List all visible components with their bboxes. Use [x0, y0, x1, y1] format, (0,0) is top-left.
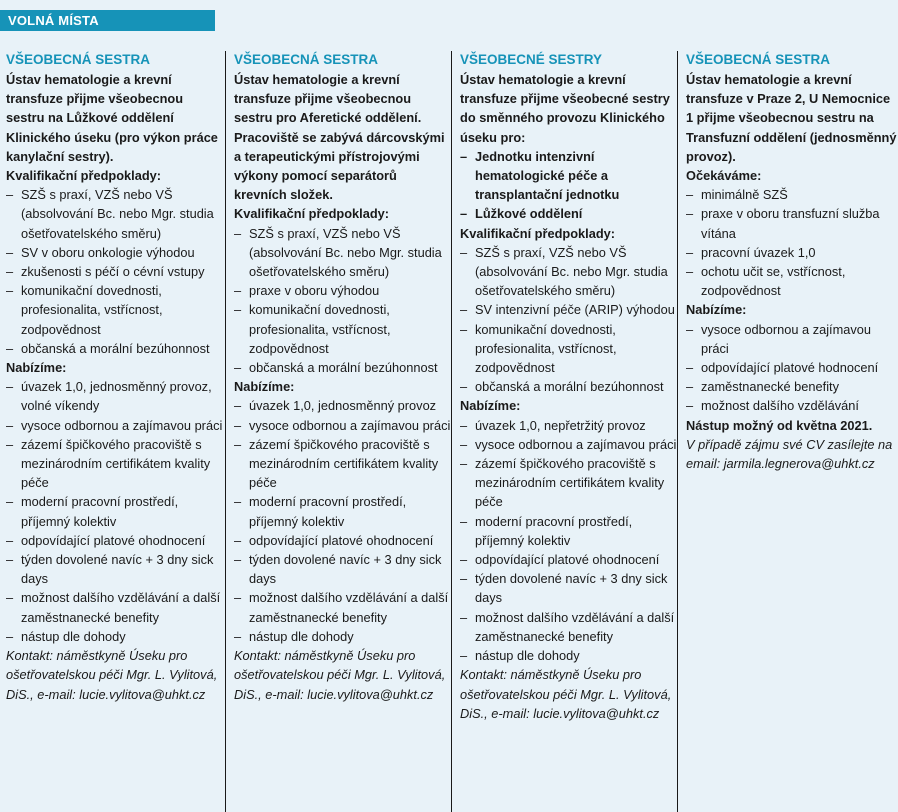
- list-item: – SZŠ s praxí, VZŠ nebo VŠ (absolvování Bc. nebo Mgr. studia ošetřovatelského směru): [460, 243, 677, 301]
- list-item: – občanská a morální bezúhonnost: [460, 377, 677, 396]
- list-item: – vysoce odbornou a zajímavou práci: [6, 416, 225, 435]
- list-item: – zázemí špičkového pracoviště s mezinárodním certifikátem kvality péče: [234, 435, 451, 493]
- list-item: – možnost dalšího vzdělávání a další zaměstnanecké benefity: [234, 588, 451, 626]
- list-item: – Jednotku intenzivní hematologické péče a transplantační jednotku: [460, 147, 677, 205]
- list-item: – odpovídající platové hodnocení: [686, 358, 898, 377]
- bold-text: Ústav hematologie a krevní transfuze přijme všeobecné sestry do směnného provozu Klinického úseku pro:: [460, 72, 670, 145]
- bold-text: Ústav hematologie a krevní transfuze přijme všeobecnou sestru pro Aferetické oddělení. Pracoviště se zabývá dárcovskými a terapeutickými přístrojovými výkony pomocí separátorů krevních složek.: [234, 72, 445, 203]
- bold-text: Kvalifikační předpoklady:: [460, 225, 616, 241]
- contact-text: Kontakt: náměstkyně Úseku pro ošetřovatelskou péči Mgr. L. Vylitová, DiS., e-mail: lucie.vylitova@uhkt.cz: [460, 667, 672, 721]
- list-item: – nástup dle dohody: [6, 627, 225, 646]
- list-item: – nástup dle dohody: [234, 627, 451, 646]
- job-title: VŠEOBECNÁ SESTRA: [234, 52, 379, 67]
- list-item: – ochotu učit se, vstřícnost, zodpovědnost: [686, 262, 898, 300]
- list-item: – vysoce odbornou a zajímavou práci: [460, 435, 677, 454]
- list-item: – zázemí špičkového pracoviště s mezinárodním certifikátem kvality péče: [6, 435, 225, 493]
- list-item: – úvazek 1,0, nepřetržitý provoz: [460, 416, 677, 435]
- list-item: – možnost dalšího vzdělávání a další zaměstnanecké benefity: [6, 588, 225, 626]
- list-item: – SV intenzivní péče (ARIP) výhodou: [460, 300, 677, 319]
- list-item: – SZŠ s praxí, VZŠ nebo VŠ (absolvování Bc. nebo Mgr. studia ošetřovatelského směru): [234, 224, 451, 282]
- list-item: – pracovní úvazek 1,0: [686, 243, 898, 262]
- list-item: – praxe v oboru transfuzní služba vítána: [686, 204, 898, 242]
- list-item: – týden dovolené navíc + 3 dny sick days: [234, 550, 451, 588]
- list-item: – SV v oboru onkologie výhodou: [6, 243, 225, 262]
- job-column-1: [0, 51, 225, 812]
- contact-text: V případě zájmu své CV zasílejte na email: jarmila.legnerova@uhkt.cz: [686, 436, 893, 472]
- list-item: – moderní pracovní prostředí, příjemný kolektiv: [6, 492, 225, 530]
- list-item: – úvazek 1,0, jednosměnný provoz: [234, 396, 451, 415]
- list-item: – moderní pracovní prostředí, příjemný kolektiv: [234, 492, 451, 530]
- list-item: – komunikační dovednosti, profesionalita, vstřícnost, zodpovědnost: [6, 281, 225, 339]
- contact-text: Kontakt: náměstkyně Úseku pro ošetřovatelskou péči Mgr. L. Vylitová, DiS., e-mail: lucie.vylitova@uhkt.cz: [234, 648, 446, 702]
- list-item: – komunikační dovednosti, profesionalita, vstřícnost, zodpovědnost: [460, 320, 677, 378]
- job-column-2: [225, 51, 451, 812]
- list-item: – odpovídající platové ohodnocení: [6, 531, 225, 550]
- bold-text: Nabízíme:: [234, 379, 295, 395]
- list-item: – praxe v oboru výhodou: [234, 281, 451, 300]
- job-title: VŠEOBECNÁ SESTRA: [6, 52, 151, 67]
- bold-text: Nástup možný od května 2021.: [686, 417, 873, 433]
- list-item: – vysoce odbornou a zajímavou práci: [234, 416, 451, 435]
- bold-text: Nabízíme:: [460, 398, 521, 414]
- list-item: – komunikační dovednosti, profesionalita, vstřícnost, zodpovědnost: [234, 300, 451, 358]
- list-item: – zkušenosti s péčí o cévní vstupy: [6, 262, 225, 281]
- list-item: – nástup dle dohody: [460, 646, 677, 665]
- list-item: – úvazek 1,0, jednosměnný provoz, volné víkendy: [6, 377, 225, 415]
- contact-text: Kontakt: náměstkyně Úseku pro ošetřovatelskou péči Mgr. L. Vylitová, DiS., e-mail: lucie.vylitova@uhkt.cz: [6, 648, 218, 702]
- bold-text: Kvalifikační předpoklady:: [6, 168, 162, 184]
- list-item: – týden dovolené navíc + 3 dny sick days: [460, 569, 677, 607]
- bold-text: Ústav hematologie a krevní transfuze přijme všeobecnou sestru na Lůžkové oddělení Klinického úseku (pro výkon práce kanylační sestry).: [6, 72, 218, 164]
- list-item: – vysoce odbornou a zajímavou práci: [686, 320, 898, 358]
- list-item: – týden dovolené navíc + 3 dny sick days: [6, 550, 225, 588]
- bold-text: Očekáváme:: [686, 168, 762, 184]
- bold-text: Ústav hematologie a krevní transfuze v Praze 2, U Nemocnice 1 přijme všeobecnou sestru na Transfuzní oddělení (jednosměnný provoz).: [686, 72, 897, 164]
- job-column-4: [677, 51, 898, 812]
- section-title: VOLNÁ MÍSTA: [0, 10, 215, 31]
- list-item: – občanská a morální bezúhonnost: [234, 358, 451, 377]
- list-item: – občanská a morální bezúhonnost: [6, 339, 225, 358]
- list-item: – odpovídající platové ohodnocení: [234, 531, 451, 550]
- job-title: VŠEOBECNÁ SESTRA: [686, 52, 831, 67]
- list-item: – moderní pracovní prostředí, příjemný kolektiv: [460, 512, 677, 550]
- list-item: – zaměstnanecké benefity: [686, 377, 898, 396]
- bold-text: Nabízíme:: [6, 360, 67, 376]
- bold-text: Kvalifikační předpoklady:: [234, 206, 390, 222]
- list-item: – zázemí špičkového pracoviště s mezinárodním certifikátem kvality péče: [460, 454, 677, 512]
- list-item: – možnost dalšího vzdělávání: [686, 396, 898, 415]
- list-item: – možnost dalšího vzdělávání a další zaměstnanecké benefity: [460, 608, 677, 646]
- job-column-3: [451, 51, 677, 812]
- list-item: – odpovídající platové ohodnocení: [460, 550, 677, 569]
- job-title: VŠEOBECNÉ SESTRY: [460, 52, 603, 67]
- list-item: – SZŠ s praxí, VZŠ nebo VŠ (absolvování Bc. nebo Mgr. studia ošetřovatelského směru): [6, 185, 225, 243]
- list-item: – minimálně SZŠ: [686, 185, 898, 204]
- bold-text: Nabízíme:: [686, 302, 747, 318]
- list-item: – Lůžkové oddělení: [460, 204, 677, 223]
